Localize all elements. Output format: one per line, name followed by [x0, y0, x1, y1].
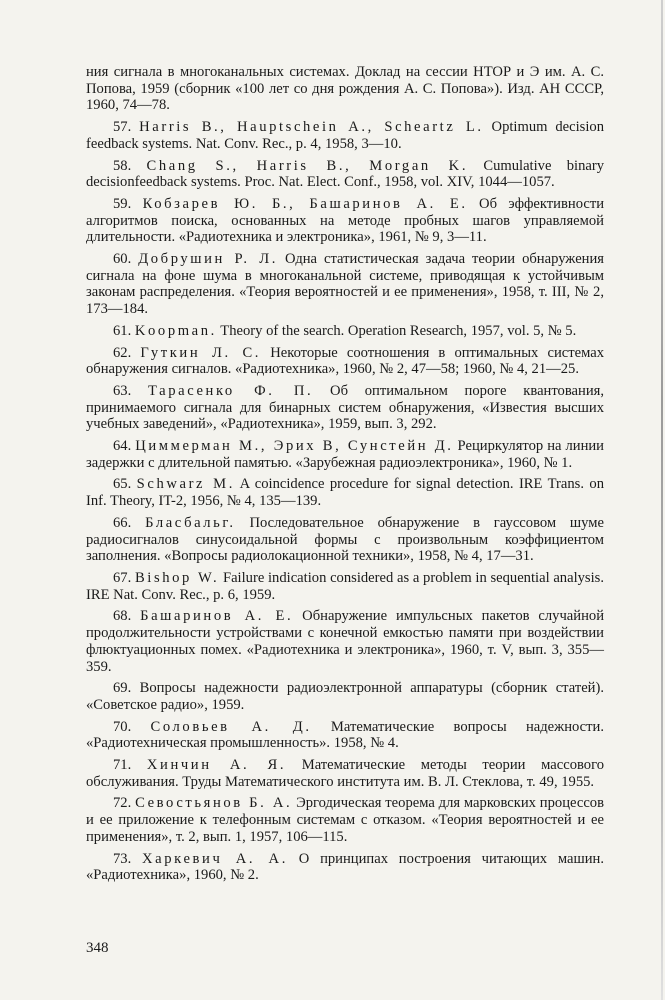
reference-number: 64. [113, 438, 136, 455]
reference-text: Об эффективности алгоритмов поиска, основанных на методе пробных шагов управляемой длительности. «Радиотехника и электроника», 1961, № 9, 3—11. [86, 195, 605, 246]
reference-author: Koopman. [134, 322, 217, 339]
reference-text: Эргодическая теорема для марковских процессов и ее приложение к телефонным системам с отказом. «Теория вероятностей и ее применения», т. 2, вып. 1, 1957, 106—115. [86, 795, 604, 845]
reference-number: 62. [113, 344, 141, 361]
reference-text: Математические вопросы надежности. «Радиотехническая промышленность». 1958, № 4. [86, 718, 604, 752]
reference-number: 60. [113, 251, 139, 268]
reference-list [86, 64, 604, 889]
reference-text: A coincidence procedure for signal detection. IRE Trans. on Inf. Theory, IT-2, 1956, № 4, 135—139. [86, 476, 605, 510]
reference-author: Циммерман М., Эрих В, Сунстейн Д. [135, 438, 454, 455]
reference-author: Bishop W. [134, 569, 220, 586]
reference-author: Севостьянов Б. А. [135, 795, 293, 812]
page-number: 348 [86, 940, 109, 956]
reference-text: Рециркулятор на линии задержки с длительной памятью. «Зарубежная радиоэлектроника», 1960, № 1. [86, 438, 604, 471]
reference-item [86, 438, 604, 471]
reference-item [86, 476, 604, 509]
reference-number: 67. [113, 569, 135, 586]
reference-number: 69. [113, 680, 140, 697]
reference-item [86, 608, 604, 675]
reference-item [86, 515, 604, 565]
reference-author: Хинчин А. Я. [146, 757, 287, 774]
reference-item [86, 680, 604, 713]
reference-item [86, 119, 604, 152]
reference-item [86, 323, 604, 340]
reference-item [86, 345, 604, 378]
reference-author: Тарасенко Ф. П. [148, 382, 314, 399]
reference-number: 68. [113, 608, 141, 625]
reference-author: Кобзарев Ю. Б., Башаринов А. Е. [142, 195, 468, 212]
reference-item [86, 196, 604, 246]
reference-text: Математические методы теории массового обслуживания. Труды Математического института им. В. Л. Стеклова, т. 49, 1955. [86, 757, 604, 790]
reference-number: 58. [113, 157, 147, 174]
reference-item [86, 383, 604, 433]
reference-text: Failure indication considered as a problem in sequential analysis. IRE Nat. Conv. Rec., p. 6, 1959. [86, 569, 604, 603]
reference-item [86, 158, 604, 191]
reference-number: 65. [113, 476, 137, 493]
reference-text: О принципах построения читающих машин. «Радиотехника», 1960, № 2. [86, 850, 604, 884]
reference-text: Optimum decision feedback systems. Nat. Conv. Rec., p. 4, 1958, 3—10. [86, 119, 605, 152]
reference-text: Одна статистическая задача теории обнаружения сигнала на фоне шума в многоканальной системе, приводящая к устойчивым законам распределения. «Теория вероятностей и ее применения», 1958, т. III, № 2, 173—184. [86, 251, 604, 318]
reference-item [86, 64, 604, 114]
reference-author: Бласбальг. [145, 514, 236, 531]
reference-author: Башаринов А. Е. [140, 608, 294, 625]
reference-author: Соловьев А. Д. [150, 718, 312, 735]
reference-item [86, 719, 604, 752]
reference-number: 57. [113, 119, 140, 136]
reference-item [86, 251, 604, 318]
reference-number: 72. [113, 795, 136, 812]
reference-number: 66. [113, 514, 146, 531]
reference-text: Вопросы надежности радиоэлектронной аппаратуры (сборник статей). «Советское радио», 1959. [86, 680, 605, 713]
reference-author: Харкевич А. А. [142, 850, 288, 867]
reference-number: 73. [113, 850, 143, 867]
page-edge-shadow [661, 0, 663, 1000]
reference-text: Последовательное обнаружение в гауссовом шуме радиосигналов синусоидальной формы с произвольным коэффициентом заполнения. «Вопросы радиолокационной техники», 1958, № 4, 17—31. [86, 514, 604, 565]
reference-item [86, 851, 604, 884]
reference-number: 71. [113, 757, 147, 774]
reference-author: Harris B., Hauptschein A., Scheartz L. [139, 119, 484, 136]
reference-item [86, 570, 604, 603]
reference-text: Об оптимальном пороге квантования, принимаемого сигнала для бинарных систем обнаружения, «Известия высших учебных заведений», «Радиотехника», 1959, вып. 3, 292. [86, 382, 604, 433]
reference-number: 61. [113, 322, 135, 339]
reference-item [86, 795, 604, 845]
reference-item [86, 757, 604, 790]
reference-number: 70. [113, 718, 151, 735]
reference-text: ния сигнала в многоканальных системах. Доклад на сессии НТОР и Э им. А. С. Попова, 1959 (сборник «100 лет со дня рождения А. С. Попова»). Изд. АН СССР, 1960, 74—78. [86, 64, 604, 114]
reference-author: Schwarz M. [136, 476, 235, 493]
reference-text: Некоторые соотношения в оптимальных системах обнаружения сигналов. «Радиотехника», 1960, № 2, 47—58; 1960, № 4, 21—25. [86, 344, 604, 378]
reference-text: Cumulative binary decisionfeedback systems. Proc. Nat. Elect. Conf., 1958, vol. XIV, 1044—1057. [86, 157, 604, 191]
reference-author: Добрушин Р. Л. [138, 251, 278, 268]
reference-number: 63. [113, 382, 148, 399]
reference-text: Theory of the search. Operation Research, 1957, vol. 5, № 5. [216, 322, 577, 339]
reference-author: Chang S., Harris B., Morgan K. [146, 157, 469, 174]
reference-number: 59. [113, 195, 143, 212]
reference-author: Гуткин Л. С. [140, 344, 262, 361]
reference-text: Обнаружение импульсных пакетов случайной продолжительности устройствами с конечной емкостью памяти при воздействии флюктуационных помех. «Радиотехника и электроника», 1960, т. V, вып. 3, 355—359. [86, 608, 605, 675]
